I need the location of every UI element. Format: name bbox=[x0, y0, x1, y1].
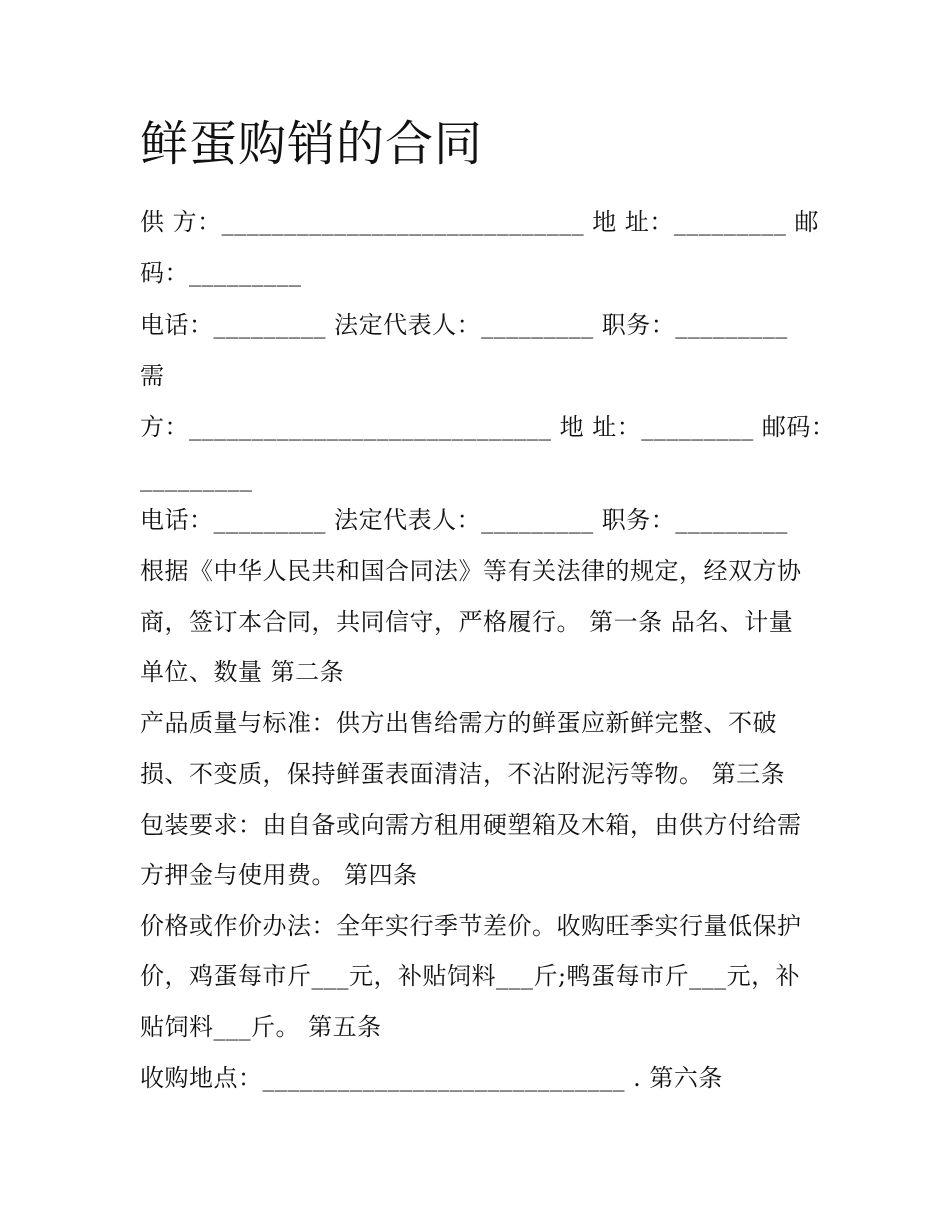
text-line-preamble-1: 根据《中华人民共和国合同法》等有关法律的规定，经双方协 bbox=[140, 557, 802, 585]
text-line-supplier-contact: 电话：_________ 法定代表人：_________ 职务：_________ bbox=[140, 311, 788, 339]
text-line-preamble-2: 商，签订本合同，共同信守，严格履行。 第一条 品名、计量 bbox=[140, 608, 794, 636]
text-line-buyer-postcode: _________ bbox=[140, 464, 253, 492]
text-line-buyer: 方：_____________________________ 地 址：_________ 邮码： bbox=[140, 413, 836, 441]
text-line-article-2-a: 产品质量与标准：供方出售给需方的鲜蛋应新鲜完整、不破 bbox=[140, 709, 777, 737]
text-line-article-1: 单位、数量 第二条 bbox=[140, 658, 345, 686]
text-line-article-3-a: 包装要求：由自备或向需方租用硬塑箱及木箱，由供方付给需 bbox=[140, 811, 802, 839]
text-line-supplier: 供 方：_____________________________ 地 址：_________ 邮 bbox=[140, 208, 820, 236]
text-line-article-4-c: 贴饲料___斤。 第五条 bbox=[140, 1013, 382, 1041]
document-title: 鲜蛋购销的合同 bbox=[140, 116, 484, 172]
text-line-article-4-b: 价，鸡蛋每市斤___元，补贴饲料___斤;鸭蛋每市斤___元，补 bbox=[140, 962, 801, 990]
text-line-buyer-label: 需 bbox=[140, 362, 165, 390]
text-line-article-4-a: 价格或作价办法：全年实行季节差价。收购旺季实行量低保护 bbox=[140, 912, 802, 940]
text-line-supplier-postcode: 码：_________ bbox=[140, 259, 302, 287]
text-line-buyer-contact: 电话：_________ 法定代表人：_________ 职务：_________ bbox=[140, 506, 788, 534]
text-line-article-5: 收购地点：_____________________________ . 第六条 bbox=[140, 1064, 723, 1092]
text-line-article-2-b: 损、不变质，保持鲜蛋表面清洁，不沾附泥污等物。 第三条 bbox=[140, 760, 786, 788]
text-line-article-3-b: 方押金与使用费。 第四条 bbox=[140, 861, 418, 889]
